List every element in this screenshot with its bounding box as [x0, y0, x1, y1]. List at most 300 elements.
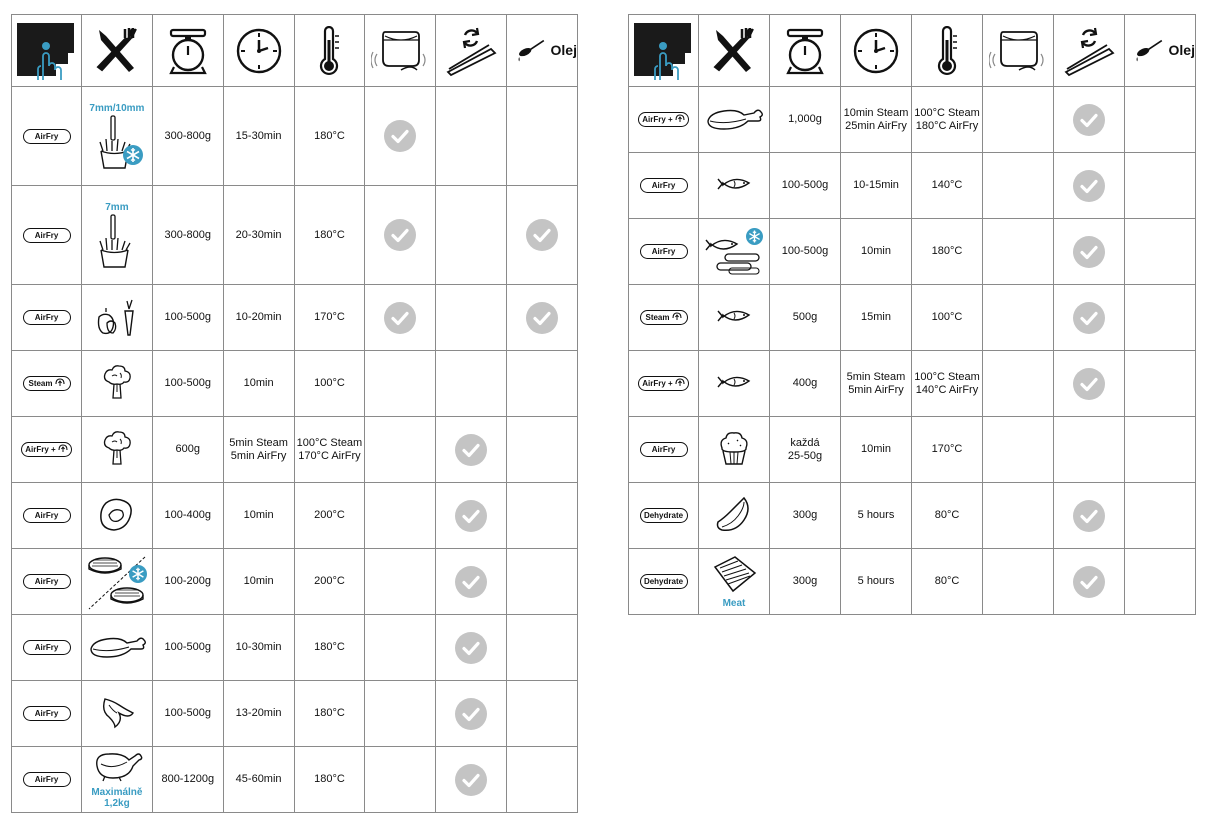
- oil-cell: [507, 483, 578, 549]
- table-row: [12, 417, 578, 483]
- burger-patty-icon: [85, 553, 149, 611]
- turn-cell: [1054, 351, 1125, 417]
- time-cell: [841, 285, 912, 351]
- time-cell: [841, 549, 912, 615]
- tongs-turn-icon: [436, 25, 506, 77]
- turn-cell: [436, 681, 507, 747]
- shake-cell: [365, 747, 436, 813]
- table-row: [629, 351, 1196, 417]
- mode-label: Steam: [645, 313, 670, 322]
- mode-cell: [629, 549, 699, 615]
- time-cell: [223, 417, 294, 483]
- time-cell-text: 5min Steam 5min AirFry: [846, 370, 906, 396]
- touch-panel-icon: [12, 20, 81, 82]
- time-cell-text: 10min: [861, 443, 891, 455]
- time-cell: [223, 351, 294, 417]
- food-cell: [82, 747, 153, 813]
- temp-cell: [912, 219, 983, 285]
- temp-cell: [294, 549, 365, 615]
- time-cell-text: 10min: [861, 245, 891, 257]
- temp-cell-text: 100°C Steam 140°C AirFry: [914, 370, 980, 396]
- time-cell-text: 13-20min: [235, 707, 282, 719]
- muffin-icon: [717, 430, 751, 470]
- turn-cell: [1054, 153, 1125, 219]
- amount-cell-text: 100-200g: [164, 575, 212, 587]
- amount-cell: [152, 681, 223, 747]
- chicken-wing-icon: [97, 695, 137, 733]
- amount-cell-text: 100-500g: [164, 377, 212, 389]
- temp-cell: [294, 615, 365, 681]
- oil-cell: [1125, 483, 1196, 549]
- time-cell-text: 15-30min: [235, 129, 282, 142]
- amount-cell-text: 100-400g: [164, 509, 212, 521]
- time-cell: [223, 285, 294, 351]
- mode-badge: [23, 772, 71, 787]
- shake-cell: [365, 186, 436, 285]
- temp-cell-text: 180°C: [314, 641, 345, 653]
- mode-cell: [12, 186, 82, 285]
- table-row: [12, 483, 578, 549]
- amount-cell-text: 1,000g: [788, 113, 822, 125]
- amount-cell: [770, 285, 841, 351]
- check-icon: [436, 434, 506, 466]
- mode-label: AirFry: [34, 775, 59, 784]
- fish-icon: [708, 371, 760, 397]
- header-cell-scale: [770, 15, 841, 87]
- turn-cell: [436, 483, 507, 549]
- clock-icon: [841, 27, 911, 75]
- shake-cell: [365, 87, 436, 186]
- vegetables-icon: [93, 295, 141, 341]
- clock-icon: [224, 27, 294, 75]
- mode-badge: [640, 508, 688, 523]
- chicken-leg-icon: [704, 103, 764, 137]
- amount-cell: [152, 549, 223, 615]
- check-icon: [436, 698, 506, 730]
- food-cell: [82, 186, 153, 285]
- temp-cell-text: 100°C: [314, 377, 345, 389]
- oil-cell: [507, 681, 578, 747]
- header-cell-thermometer: [912, 15, 983, 87]
- amount-cell: [770, 87, 841, 153]
- amount-cell-text: 300-800g: [164, 129, 212, 142]
- basket-shake-icon: [983, 26, 1053, 76]
- mode-cell: [629, 219, 699, 285]
- mode-label: AirFry: [34, 131, 59, 141]
- check-icon: [1054, 170, 1124, 202]
- check-icon: [436, 764, 506, 796]
- amount-cell-text: 100-500g: [164, 707, 212, 719]
- mode-badge: [640, 244, 688, 259]
- time-cell: [841, 417, 912, 483]
- mode-cell: [629, 153, 699, 219]
- temp-cell-text: 100°C Steam 180°C AirFry: [914, 106, 980, 132]
- food-cell: [82, 417, 153, 483]
- time-cell-text: 5 hours: [857, 509, 895, 521]
- mode-badge: [23, 129, 71, 144]
- amount-cell: [152, 351, 223, 417]
- temp-cell-text: 100°C: [931, 311, 963, 323]
- temp-cell: [912, 153, 983, 219]
- mode-label: AirFry +: [642, 115, 673, 124]
- amount-cell: [770, 219, 841, 285]
- turn-cell: [1054, 483, 1125, 549]
- cooking-table-left: [11, 14, 578, 813]
- oil-spoon-icon: [507, 26, 577, 76]
- time-cell: [841, 219, 912, 285]
- shake-cell: [983, 285, 1054, 351]
- broccoli-icon: [100, 362, 134, 406]
- time-cell: [223, 483, 294, 549]
- time-cell-text: 10min: [243, 509, 274, 521]
- check-icon: [1054, 302, 1124, 334]
- food-cell: [82, 615, 153, 681]
- time-cell-text: 10-30min: [235, 641, 282, 653]
- amount-cell-text: každá 25-50g: [787, 436, 823, 462]
- temp-cell-text: 80°C: [934, 509, 960, 521]
- table-row: [12, 549, 578, 615]
- mode-label: AirFry: [651, 181, 676, 190]
- check-icon: [436, 566, 506, 598]
- table-row: [629, 87, 1196, 153]
- check-icon: [1054, 368, 1124, 400]
- shake-cell: [983, 351, 1054, 417]
- temp-cell-text: 170°C: [314, 311, 345, 323]
- turn-cell: [1054, 285, 1125, 351]
- shake-cell: [365, 615, 436, 681]
- shake-cell: [365, 483, 436, 549]
- temp-cell: [294, 351, 365, 417]
- check-icon: [436, 500, 506, 532]
- header-cell-clock: [841, 15, 912, 87]
- mode-cell: [12, 549, 82, 615]
- mode-label: Dehydrate: [643, 511, 684, 520]
- time-cell: [223, 186, 294, 285]
- steak-icon: [96, 495, 138, 537]
- turn-cell: [436, 615, 507, 681]
- mode-badge: [23, 228, 71, 243]
- amount-cell-text: 400g: [792, 377, 818, 389]
- food-cell: [82, 549, 153, 615]
- turn-cell: [436, 747, 507, 813]
- time-cell-text: 10min Steam 25min AirFry: [843, 106, 909, 132]
- amount-cell: [152, 87, 223, 186]
- temp-cell: [912, 483, 983, 549]
- header-row: [12, 15, 578, 87]
- table-row: [12, 747, 578, 813]
- header-row: [629, 15, 1196, 87]
- temp-cell-text: 180°C: [314, 773, 345, 785]
- time-cell-text: 5min Steam 5min AirFry: [229, 436, 288, 462]
- time-cell: [841, 87, 912, 153]
- check-icon: [1054, 104, 1124, 136]
- steam-icon: [55, 377, 65, 391]
- check-icon: [365, 219, 435, 251]
- amount-cell-text: 300g: [792, 575, 818, 587]
- steam-icon: [672, 311, 682, 325]
- food-note: Meat: [722, 597, 746, 609]
- time-cell-text: 20-30min: [235, 228, 282, 241]
- mode-cell: [629, 285, 699, 351]
- mode-badge: [640, 442, 688, 457]
- scale-icon: [770, 27, 840, 75]
- mode-label: AirFry: [34, 577, 59, 586]
- apple-slice-icon: [714, 494, 754, 538]
- food-note: Maximálně 1,2kg: [91, 787, 143, 809]
- mode-badge: [640, 310, 688, 325]
- oil-cell: [1125, 351, 1196, 417]
- turn-cell: [436, 549, 507, 615]
- header-cell-clock: [223, 15, 294, 87]
- turn-cell: [1054, 219, 1125, 285]
- temp-cell: [294, 483, 365, 549]
- temp-cell: [294, 186, 365, 285]
- temp-cell-text: 180°C: [931, 245, 963, 257]
- time-cell: [841, 483, 912, 549]
- shake-cell: [365, 285, 436, 351]
- mode-badge: [23, 310, 71, 325]
- oil-cell: [1125, 549, 1196, 615]
- amount-cell-text: 100-500g: [164, 311, 212, 323]
- header-cell-oil-spoon: [1125, 15, 1196, 87]
- amount-cell: [152, 417, 223, 483]
- table-row: [629, 219, 1196, 285]
- time-cell-text: 5 hours: [857, 575, 895, 587]
- food-cell: [82, 681, 153, 747]
- time-cell-text: 45-60min: [235, 773, 282, 785]
- check-icon: [507, 219, 577, 251]
- amount-cell: [770, 417, 841, 483]
- turn-cell: [1054, 87, 1125, 153]
- header-cell-scale: [152, 15, 223, 87]
- time-cell: [841, 351, 912, 417]
- temp-cell: [294, 87, 365, 186]
- fish-icon: [708, 173, 760, 199]
- fork-knife-icon: [82, 26, 152, 76]
- turn-cell: [436, 87, 507, 186]
- temp-cell: [912, 285, 983, 351]
- table-row: [12, 186, 578, 285]
- mode-label: AirFry: [651, 445, 676, 454]
- mode-badge: [21, 442, 71, 457]
- amount-cell-text: 100-500g: [164, 641, 212, 653]
- amount-cell: [152, 285, 223, 351]
- thermometer-icon: [295, 26, 365, 76]
- temp-cell-text: 200°C: [314, 509, 345, 521]
- amount-cell-text: 500g: [792, 311, 818, 323]
- amount-cell-text: 300g: [792, 509, 818, 521]
- mode-badge: [23, 376, 71, 391]
- temp-cell: [294, 417, 365, 483]
- table-row: [629, 285, 1196, 351]
- table-row: [12, 615, 578, 681]
- mode-label: Steam: [28, 379, 53, 388]
- amount-cell: [152, 483, 223, 549]
- oil-spoon-icon: [1125, 26, 1195, 76]
- food-cell: [699, 351, 770, 417]
- temp-cell-text: 100°C Steam 170°C AirFry: [296, 436, 363, 462]
- temp-cell-text: 180°C: [314, 129, 345, 142]
- check-icon: [1054, 566, 1124, 598]
- mode-badge: [23, 640, 71, 655]
- header-cell-fork-knife: [82, 15, 153, 87]
- check-icon: [1054, 500, 1124, 532]
- turn-cell: [436, 351, 507, 417]
- shake-cell: [365, 351, 436, 417]
- temp-cell-text: 170°C: [931, 443, 963, 455]
- table-row: [629, 153, 1196, 219]
- temp-cell: [912, 351, 983, 417]
- table-row: [12, 87, 578, 186]
- amount-cell: [770, 549, 841, 615]
- snowflake-icon: [123, 145, 143, 165]
- time-cell-text: 10min: [243, 575, 274, 587]
- amount-cell: [152, 186, 223, 285]
- snowflake-icon: [129, 565, 147, 583]
- mode-label: AirFry: [34, 643, 59, 652]
- amount-cell-text: 100-500g: [781, 179, 829, 191]
- temp-cell-text: 80°C: [934, 575, 960, 587]
- time-cell: [223, 681, 294, 747]
- mode-cell: [12, 87, 82, 186]
- time-cell-text: 10-20min: [235, 311, 282, 323]
- steam-icon: [58, 443, 68, 457]
- jerky-icon: [711, 555, 757, 597]
- check-icon: [365, 120, 435, 152]
- temp-cell-text: 180°C: [314, 707, 345, 719]
- fries-icon: [89, 214, 145, 268]
- food-cell: [699, 549, 770, 615]
- check-icon: [1054, 236, 1124, 268]
- amount-cell: [770, 351, 841, 417]
- food-cell: [699, 417, 770, 483]
- oil-label: Olej: [550, 42, 577, 58]
- time-cell: [841, 153, 912, 219]
- mode-cell: [12, 483, 82, 549]
- amount-cell: [770, 483, 841, 549]
- oil-cell: [507, 417, 578, 483]
- basket-shake-icon: [365, 26, 435, 76]
- mode-label: AirFry +: [25, 445, 56, 454]
- amount-cell: [770, 153, 841, 219]
- oil-cell: [507, 747, 578, 813]
- oil-cell: [507, 549, 578, 615]
- temp-cell: [912, 549, 983, 615]
- amount-cell-text: 300-800g: [164, 228, 212, 241]
- chicken-leg-icon: [87, 631, 147, 665]
- oil-cell: [1125, 87, 1196, 153]
- food-cell: [699, 483, 770, 549]
- shake-cell: [983, 153, 1054, 219]
- broccoli-icon: [100, 428, 134, 472]
- fish-icon: [708, 305, 760, 331]
- mode-cell: [629, 417, 699, 483]
- shake-cell: [365, 417, 436, 483]
- food-cell: [82, 483, 153, 549]
- mode-badge: [23, 508, 71, 523]
- mode-badge: [638, 112, 688, 127]
- oil-cell: [507, 186, 578, 285]
- mode-label: AirFry: [651, 247, 676, 256]
- mode-badge: [640, 574, 688, 589]
- header-cell-thermometer: [294, 15, 365, 87]
- oil-cell: [507, 87, 578, 186]
- mode-badge: [640, 178, 688, 193]
- amount-cell-text: 600g: [175, 443, 200, 455]
- oil-cell: [1125, 285, 1196, 351]
- oil-cell: [507, 285, 578, 351]
- temp-cell-text: 200°C: [314, 575, 345, 587]
- food-cell: [699, 87, 770, 153]
- shake-cell: [983, 483, 1054, 549]
- oil-cell: [1125, 417, 1196, 483]
- temp-cell: [294, 285, 365, 351]
- shake-cell: [983, 549, 1054, 615]
- amount-cell: [152, 615, 223, 681]
- mode-cell: [12, 351, 82, 417]
- header-cell-tongs-turn: [1054, 15, 1125, 87]
- oil-cell: [1125, 219, 1196, 285]
- mode-cell: [12, 681, 82, 747]
- time-cell-text: 10-15min: [853, 179, 899, 191]
- mode-label: AirFry: [34, 230, 59, 240]
- mode-label: Dehydrate: [643, 577, 684, 586]
- temp-cell-text: 140°C: [931, 179, 963, 191]
- turn-cell: [436, 417, 507, 483]
- check-icon: [507, 302, 577, 334]
- turn-cell: [1054, 549, 1125, 615]
- shake-cell: [983, 219, 1054, 285]
- fries-icon: [89, 115, 145, 169]
- oil-cell: [507, 615, 578, 681]
- header-cell-oil-spoon: [507, 15, 578, 87]
- table-row: [629, 483, 1196, 549]
- shake-cell: [365, 549, 436, 615]
- mode-label: AirFry: [34, 709, 59, 718]
- turn-cell: [1054, 417, 1125, 483]
- table-row: [12, 681, 578, 747]
- mode-label: AirFry: [34, 511, 59, 520]
- time-cell: [223, 87, 294, 186]
- cut-size-note: 7mm/10mm: [89, 103, 145, 114]
- food-cell: [699, 285, 770, 351]
- food-cell: [699, 153, 770, 219]
- table-row: [12, 285, 578, 351]
- time-cell-text: 10min: [243, 377, 274, 389]
- temp-cell: [294, 681, 365, 747]
- mode-cell: [12, 615, 82, 681]
- turn-cell: [436, 186, 507, 285]
- mode-cell: [629, 351, 699, 417]
- steam-icon: [675, 377, 685, 391]
- amount-cell-text: 800-1200g: [161, 773, 215, 785]
- fork-knife-icon: [699, 26, 769, 76]
- table-row: [629, 417, 1196, 483]
- mode-badge: [23, 706, 71, 721]
- time-cell: [223, 549, 294, 615]
- header-cell-basket-shake: [983, 15, 1054, 87]
- shake-cell: [365, 681, 436, 747]
- shake-cell: [983, 87, 1054, 153]
- mode-label: AirFry +: [642, 379, 673, 388]
- food-cell: [82, 285, 153, 351]
- table-row: [12, 351, 578, 417]
- thermometer-icon: [912, 26, 982, 76]
- oil-cell: [507, 351, 578, 417]
- mode-label: AirFry: [34, 313, 59, 322]
- temp-cell: [912, 87, 983, 153]
- check-icon: [436, 632, 506, 664]
